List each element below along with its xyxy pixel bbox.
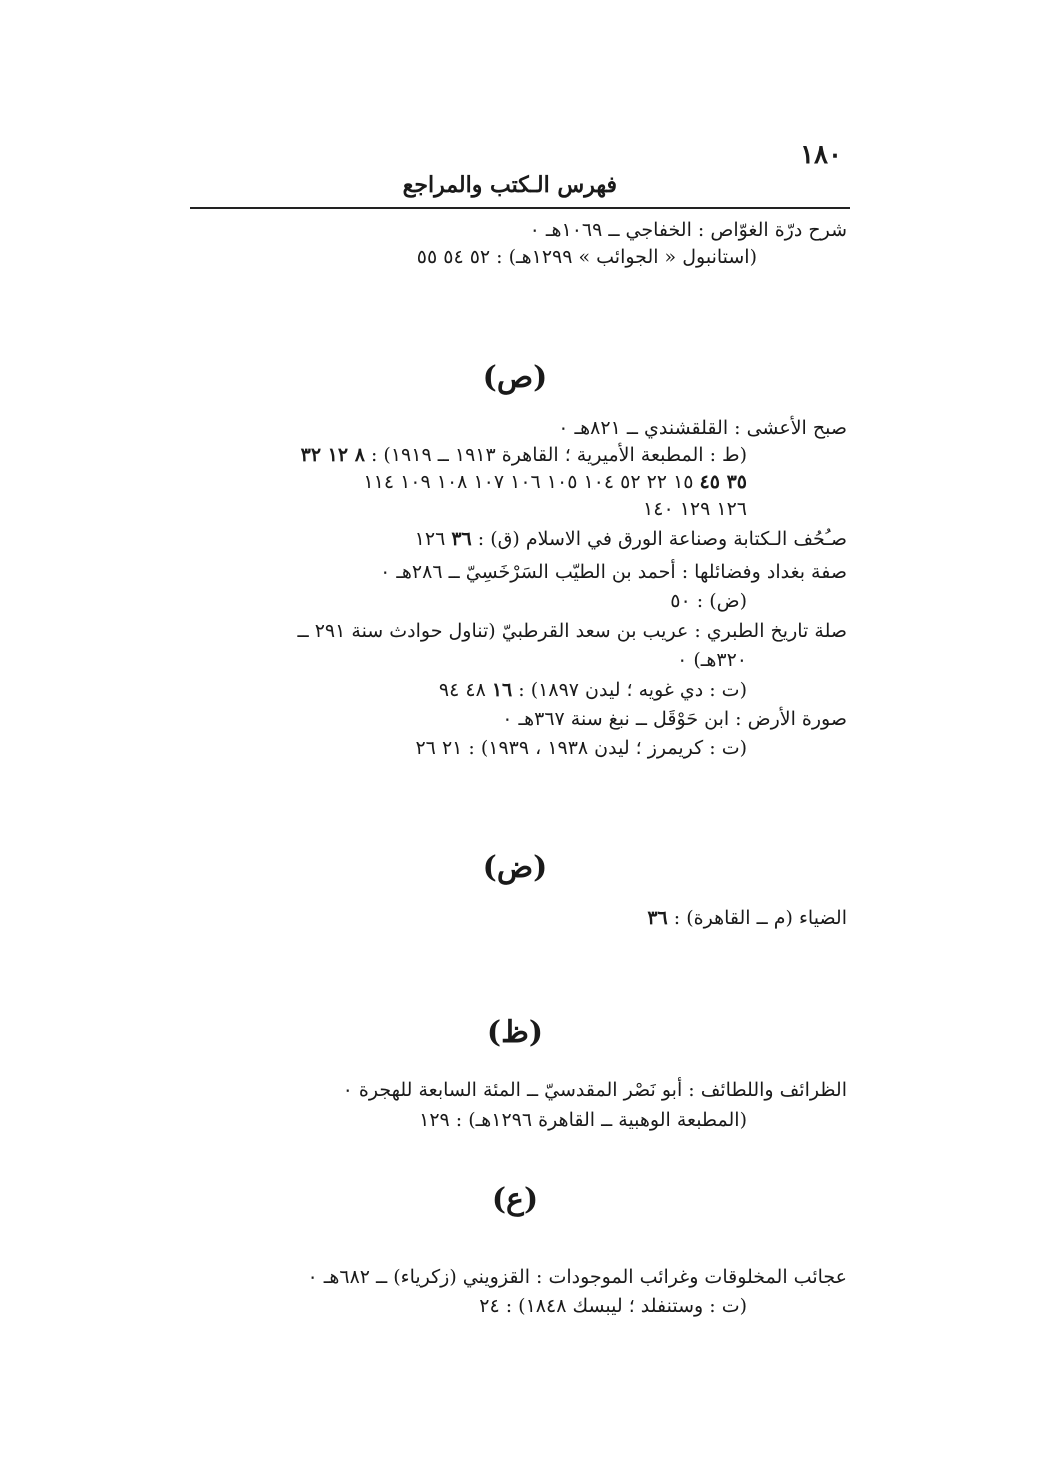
entry-text: (ت : دي غويه ؛ ليدن ١٨٩٧) :: [512, 679, 747, 701]
entry-text: ١٢٦: [414, 528, 452, 550]
entry-line: [363, 470, 747, 494]
entry-line: الظرائف واللطائف : أبو نَصْر المقدسيّ ــ المئة السابعة للهجرة ٠: [342, 1079, 847, 1101]
entry-line: صبح الأعشى : القلقشندي ــ ٨٢١هـ ٠: [558, 417, 847, 439]
entry-line: صفة بغداد وفضائلها : أحمد بن الطيّب السَرْخَسِيّ ــ ٢٨٦هـ ٠: [380, 561, 847, 583]
section-heading-sad: (ص): [482, 360, 548, 395]
running-title: فهرس الـكتب والمراجع: [402, 172, 617, 198]
entry-text: ١٥ ٢٢ ٥٢ ١٠٤ ١٠٥ ١٠٦ ١٠٧ ١٠٨ ١٠٩ ١١٤: [363, 471, 700, 493]
section-heading-za: (ظ): [486, 1015, 544, 1050]
entry-line: (ض) : ٥٠: [670, 590, 747, 612]
entry-pages-bold: ٣٦: [451, 528, 472, 550]
entry-line: [439, 678, 747, 702]
entry-line: صورة الأرض : ابن حَوْقَل ــ نبغ سنة ٣٦٧هـ ٠: [502, 708, 847, 730]
entry-pages-bold: ٨ ١٢ ٣٢: [300, 444, 365, 466]
entry-line: شرح درّة الغوّاص : الخفاجي ــ ١٠٦٩هـ ٠: [529, 219, 847, 241]
section-heading-ayn: (ع): [491, 1182, 539, 1217]
entry-line: (ت : كريمرز ؛ ليدن ١٩٣٨ ، ١٩٣٩) : ٢١ ٢٦: [415, 737, 747, 759]
header-rule: [190, 207, 850, 209]
entry-text: الضياء (م ــ القاهرة) :: [667, 907, 847, 929]
entry-line: ١٢٦ ١٢٩ ١٤٠: [643, 498, 747, 520]
entry-line: [647, 906, 847, 930]
entry-line: (المطبعة الوهبية ــ القاهرة ١٢٩٦هـ) : ١٢٩: [419, 1109, 747, 1131]
entry-line: (استانبول « الجوائب » ١٢٩٩هـ) : ٥٢ ٥٤ ٥٥: [416, 246, 757, 268]
entry-text: ٤٨ ٩٤: [438, 679, 492, 701]
entry-line: [415, 527, 847, 551]
entry-line: (ت : وستنفلد ؛ ليبسك ١٨٤٨) : ٢٤: [479, 1295, 747, 1317]
entry-text: (ط : المطبعة الأميرية ؛ القاهرة ١٩١٣ ــ ١٩١٩) :: [364, 444, 747, 466]
entry-line: صلة تاريخ الطبري : عريب بن سعد القرطبيّ (تناول حوادث سنة ٢٩١ ــ: [297, 620, 847, 642]
page-number: ١٨٠: [800, 140, 842, 170]
entry-pages-bold: ٣٦: [647, 907, 668, 929]
entry-pages-bold: ٣٥ ٤٥: [699, 471, 747, 493]
entry-line: عجائب المخلوقات وغرائب الموجودات : القزويني (زكرياء) ــ ٦٨٢هـ ٠: [307, 1266, 847, 1288]
entry-pages-bold: ١٦: [491, 679, 513, 701]
section-heading-dad: (ض): [482, 850, 548, 885]
entry-line: [301, 443, 747, 467]
entry-text: صـُحُف الـكتابة وصناعة الورق في الاسلام (ق) :: [471, 528, 847, 550]
entry-line: ٣٢٠هـ) ٠: [677, 649, 747, 671]
